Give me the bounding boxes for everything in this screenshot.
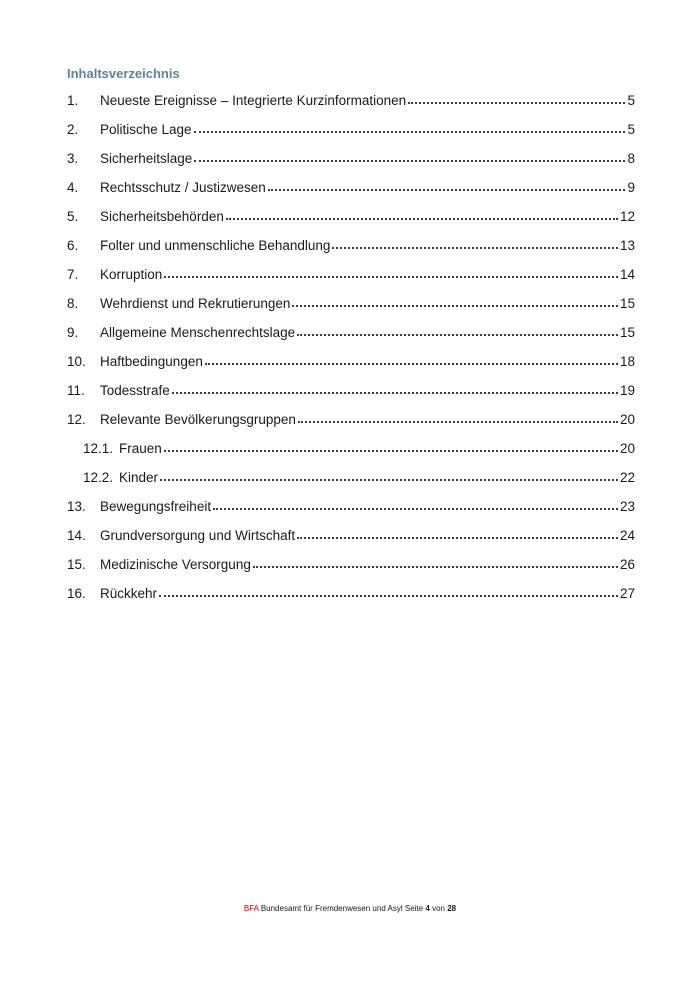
toc-entry-page-number: 12 — [619, 209, 635, 224]
toc-entry[interactable] — [67, 318, 635, 347]
toc-entry[interactable] — [67, 289, 635, 318]
toc-entry-label: Allgemeine Menschenrechtslage — [100, 325, 296, 340]
toc-entry-number: 6. — [67, 238, 79, 253]
toc-entry-page-number: 24 — [619, 528, 635, 543]
toc-entry-number: 4. — [67, 180, 79, 195]
toc-entry-label: Grundversorgung und Wirtschaft — [100, 528, 296, 543]
dot-leader — [268, 189, 626, 191]
dot-leader — [160, 479, 618, 481]
toc-entry[interactable] — [67, 521, 635, 550]
toc-entry[interactable] — [67, 463, 635, 492]
toc-entry-number: 12. — [67, 412, 86, 427]
toc-entry-page-number: 5 — [627, 122, 635, 137]
toc-entry-number: 3. — [67, 151, 79, 166]
toc-entry[interactable] — [67, 202, 635, 231]
toc-entry-number: 5. — [67, 209, 79, 224]
toc-entry-page-number: 5 — [627, 93, 635, 108]
footer-of-label: von — [432, 904, 445, 913]
toc-entry-number: 12.2. — [83, 470, 114, 485]
toc-entry[interactable] — [67, 376, 635, 405]
footer-page-total: 28 — [447, 904, 457, 913]
toc-entry-label: Todesstrafe — [100, 383, 170, 398]
toc-entry-label: Frauen — [119, 441, 162, 456]
toc-entry-number: 15. — [67, 557, 86, 572]
dot-leader — [332, 247, 618, 249]
toc-entry-number: 12.1. — [83, 441, 114, 456]
toc-entry-label: Wehrdienst und Rekrutierungen — [100, 296, 291, 311]
toc-entry[interactable] — [67, 86, 635, 115]
toc-entry-page-number: 14 — [619, 267, 635, 282]
toc-entry[interactable] — [67, 347, 635, 376]
toc-entry-number: 16. — [67, 586, 86, 601]
toc-entry-label: Haftbedingungen — [100, 354, 203, 369]
footer-page-label: Seite — [404, 904, 424, 913]
dot-leader — [408, 102, 625, 104]
toc-entry-page-number: 13 — [619, 238, 635, 253]
toc-entry-page-number: 15 — [619, 325, 635, 340]
toc-entry[interactable] — [67, 115, 635, 144]
toc-list — [67, 86, 635, 608]
toc-entry[interactable] — [67, 144, 635, 173]
toc-entry-page-number: 26 — [619, 557, 635, 572]
dot-leader — [213, 508, 618, 510]
toc-entry-label: Relevante Bevölkerungsgruppen — [100, 412, 296, 427]
toc-heading: Inhaltsverzeichnis — [67, 66, 180, 81]
toc-entry-label: Sicherheitsbehörden — [100, 209, 224, 224]
toc-entry-number: 11. — [67, 383, 85, 398]
toc-entry[interactable] — [67, 550, 635, 579]
dot-leader — [194, 131, 626, 133]
dot-leader — [253, 566, 618, 568]
toc-entry-number: 8. — [67, 296, 79, 311]
footer-org-abbr: BFA — [243, 904, 259, 913]
toc-entry-page-number: 19 — [619, 383, 635, 398]
toc-entry-number: 1. — [67, 93, 79, 108]
dot-leader — [297, 334, 618, 336]
toc-entry-number: 10. — [67, 354, 86, 369]
toc-entry-label: Medizinische Versorgung — [100, 557, 251, 572]
toc-entry[interactable] — [67, 405, 635, 434]
toc-entry[interactable] — [67, 231, 635, 260]
dot-leader — [164, 276, 618, 278]
dot-leader — [205, 363, 618, 365]
page-footer — [0, 904, 700, 914]
toc-entry-page-number: 8 — [627, 151, 635, 166]
toc-entry-label: Neueste Ereignisse – Integrierte Kurzinformationen — [100, 93, 407, 108]
toc-entry[interactable] — [67, 173, 635, 202]
toc-entry-page-number: 27 — [619, 586, 635, 601]
footer-page-current: 4 — [425, 904, 430, 913]
toc-entry[interactable] — [67, 434, 635, 463]
toc-entry-label: Rechtsschutz / Justizwesen — [100, 180, 266, 195]
toc-entry[interactable] — [67, 492, 635, 521]
toc-entry-label: Folter und unmenschliche Behandlung — [100, 238, 331, 253]
toc-entry-number: 7. — [67, 267, 79, 282]
toc-entry-label: Kinder — [119, 470, 159, 485]
toc-entry-number: 2. — [67, 122, 79, 137]
toc-entry-label: Politische Lage — [100, 122, 192, 137]
toc-entry[interactable] — [67, 260, 635, 289]
toc-entry-page-number: 18 — [619, 354, 635, 369]
toc-entry-number: 13. — [67, 499, 86, 514]
dot-leader — [194, 160, 625, 162]
dot-leader — [164, 450, 618, 452]
toc-entry-page-number: 22 — [619, 470, 635, 485]
toc-entry-label: Sicherheitslage — [100, 151, 193, 166]
toc-entry-label: Rückkehr — [100, 586, 158, 601]
toc-entry-number: 9. — [67, 325, 79, 340]
dot-leader — [172, 392, 618, 394]
toc-entry-label: Bewegungsfreiheit — [100, 499, 212, 514]
toc-entry-page-number: 9 — [627, 180, 635, 195]
toc-entry-label: Korruption — [100, 267, 163, 282]
toc-entry-number: 14. — [67, 528, 86, 543]
toc-entry-page-number: 15 — [619, 296, 635, 311]
toc-entry-page-number: 23 — [619, 499, 635, 514]
dot-leader — [298, 421, 618, 423]
toc-entry-page-number: 20 — [619, 412, 635, 427]
footer-org-name: Bundesamt für Fremdenwesen und Asyl — [260, 904, 403, 913]
toc-entry-page-number: 20 — [619, 441, 635, 456]
dot-leader — [159, 595, 618, 597]
dot-leader — [292, 305, 618, 307]
toc-entry[interactable] — [67, 579, 635, 608]
dot-leader — [226, 218, 618, 220]
dot-leader — [297, 537, 618, 539]
